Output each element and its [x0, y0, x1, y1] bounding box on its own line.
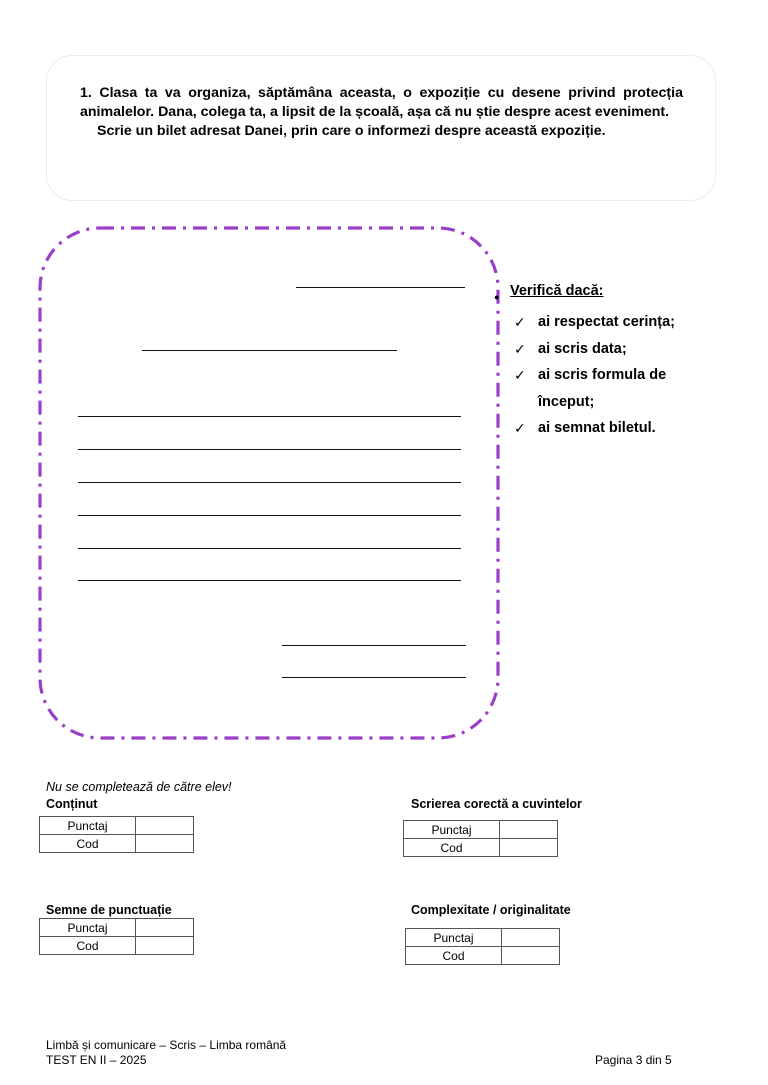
score-table-punctuatie [39, 918, 194, 955]
code-cell[interactable] [500, 839, 558, 857]
code-cell[interactable] [136, 937, 194, 955]
writing-line-signature[interactable] [282, 677, 466, 678]
section-title-continut: Conținut [46, 797, 98, 811]
score-table-continut [39, 816, 194, 853]
checklist-item [514, 309, 714, 336]
code-cell[interactable] [502, 947, 560, 965]
score-cell[interactable] [136, 919, 194, 937]
score-cell[interactable] [136, 817, 194, 835]
task-paragraph: 1. Clasa ta va organiza, săptămâna aceasta, o expoziție cu desene privind protecția animalelor. Dana, colega ta, a lipsit de la școală, așa că nu știe despre acest eveniment. [80, 85, 683, 120]
score-label: Punctaj [406, 929, 502, 947]
checkmark-icon: ✓ [514, 314, 526, 330]
score-cell[interactable] [500, 821, 558, 839]
section-title-scriere: Scrierea corectă a cuvintelor [411, 797, 582, 811]
writing-line-body[interactable] [78, 482, 461, 483]
score-table-scriere [403, 820, 558, 857]
score-label: Punctaj [40, 919, 136, 937]
code-label: Cod [40, 835, 136, 853]
checklist-item-label: ai semnat biletul. [538, 420, 656, 436]
code-label: Cod [406, 947, 502, 965]
code-label: Cod [40, 937, 136, 955]
writing-line-closing[interactable] [282, 645, 466, 646]
score-table-complexitate [405, 928, 560, 965]
dash-dot-border [40, 228, 498, 738]
writing-line-body[interactable] [78, 449, 461, 450]
code-label: Cod [404, 839, 500, 857]
grading-note: Nu se completează de către elev! [46, 780, 232, 794]
writing-line-body[interactable] [78, 416, 461, 417]
task-instruction: Scrie un bilet adresat Danei, prin care o informezi despre această expoziție. [97, 123, 606, 139]
bullet-icon: ● [494, 292, 500, 302]
checklist [514, 309, 714, 442]
score-cell[interactable] [502, 929, 560, 947]
checkmark-icon: ✓ [514, 367, 526, 383]
checklist-item-label: ai respectat cerința; [538, 314, 676, 330]
section-title-complexitate: Complexitate / originalitate [411, 903, 571, 917]
writing-line-body[interactable] [78, 515, 461, 516]
footer-test: TEST EN II – 2025 [46, 1053, 147, 1067]
checkmark-icon: ✓ [514, 420, 526, 436]
checklist-title: Verifică dacă: [510, 283, 604, 299]
footer-subject: Limbă și comunicare – Scris – Limba română [46, 1038, 287, 1052]
checklist-item-label: ai scris formula de început; [538, 367, 667, 410]
writing-line-body[interactable] [78, 580, 461, 581]
checklist-item [514, 362, 714, 415]
writing-line-greeting[interactable] [142, 350, 397, 351]
score-label: Punctaj [404, 821, 500, 839]
section-title-punctuatie: Semne de punctuație [46, 903, 172, 917]
checklist-item-label: ai scris data; [538, 340, 627, 357]
checklist-item [514, 415, 714, 442]
checkmark-icon: ✓ [514, 340, 526, 357]
score-label: Punctaj [40, 817, 136, 835]
footer-page-number: Pagina 3 din 5 [595, 1053, 672, 1067]
writing-line-body[interactable] [78, 548, 461, 549]
checklist-item [514, 336, 714, 363]
code-cell[interactable] [136, 835, 194, 853]
writing-line-date[interactable] [296, 287, 465, 288]
